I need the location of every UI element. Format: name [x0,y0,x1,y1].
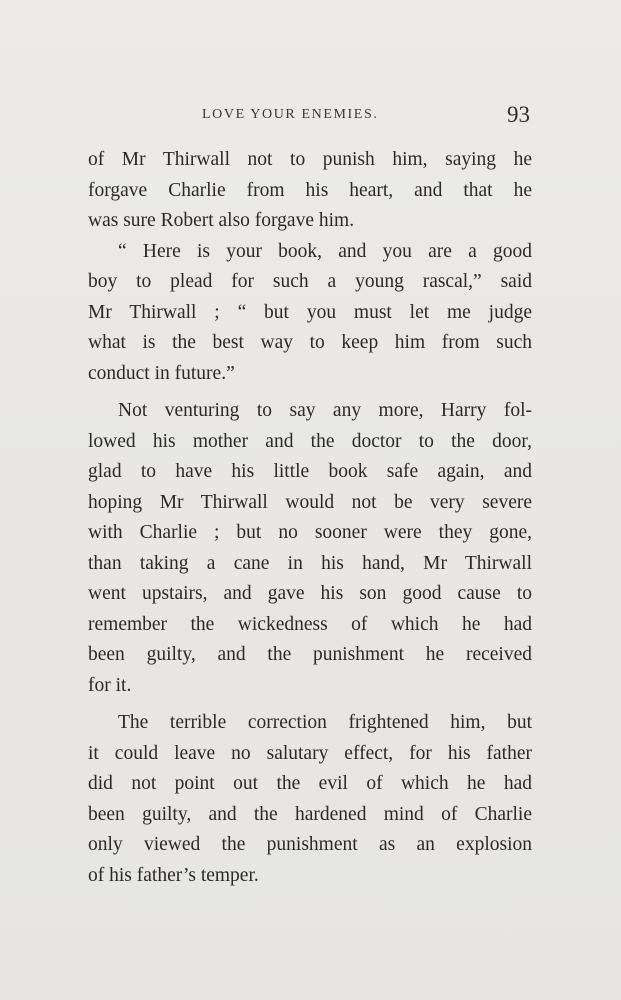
text-line: been guilty, and the hardened mind of Charlie [88,803,532,825]
running-head: LOVE YOUR ENEMIES. [202,107,379,122]
text-line: did not point out the evil of which he had [88,773,532,794]
page-header [88,104,532,128]
page-number: 93 [507,102,530,127]
text-line: of Mr Thirwall not to punish him, saying he [88,149,532,170]
body-text [88,145,532,891]
text-line: went upstairs, and gave his son good cause to [88,583,532,604]
paragraph-1 [88,145,532,237]
text-line: boy to plead for such a young rascal,” said [88,271,532,292]
text-line: for it. [88,674,132,696]
text-line: with Charlie ; but no sooner were they gone, [88,522,532,543]
text-line: forgave Charlie from his heart, and that he [88,179,532,201]
text-line: only viewed the punishment as an explosion [88,834,532,855]
text-line: than taking a cane in his hand, Mr Thirwall [88,552,532,574]
text-line: conduct in future.” [88,362,235,384]
text-line: it could leave no salutary effect, for his father [88,742,532,764]
text-line: was sure Robert also forgave him. [88,210,355,231]
paragraph-3 [88,396,532,701]
text-line: remember the wickedness of which he had [88,613,532,635]
text-line: of his father’s temper. [88,864,259,886]
text-line: “ Here is your book, and you are a good [118,240,532,262]
text-line: Not venturing to say any more, Harry fol- [118,400,532,421]
text-line: The terrible correction frightened him, but [118,712,532,733]
text-line: what is the best way to keep him from such [88,332,532,353]
text-line: been guilty, and the punishment he received [88,644,532,665]
paragraph-2 [88,237,532,390]
text-line: lowed his mother and the doctor to the door, [88,430,532,452]
text-line: hoping Mr Thirwall would not be very severe [88,491,532,513]
paragraph-4 [88,708,532,891]
text-line: glad to have his little book safe again, and [88,461,532,482]
text-line: Mr Thirwall ; “ but you must let me judge [88,301,532,323]
